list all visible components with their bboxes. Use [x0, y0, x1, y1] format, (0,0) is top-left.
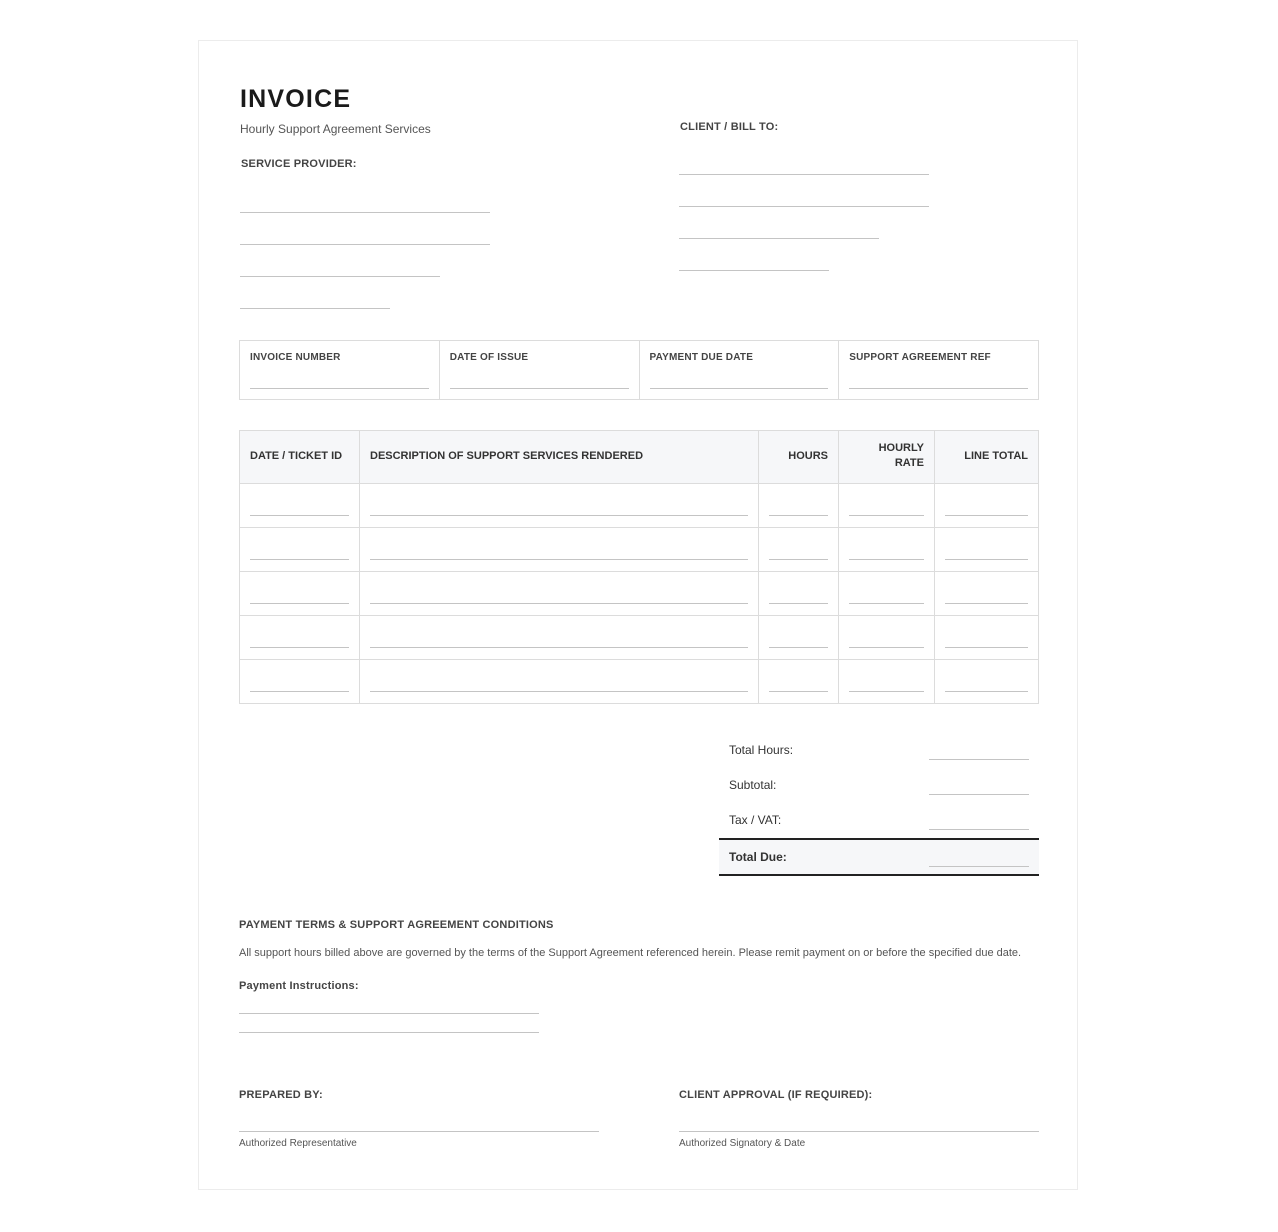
rate-field[interactable] — [849, 647, 924, 648]
line-total-cell — [935, 660, 1038, 703]
support-agreement-ref-field[interactable] — [849, 388, 1028, 389]
subtotal-field[interactable] — [929, 794, 1029, 795]
date-cell — [240, 484, 360, 527]
hours-field[interactable] — [769, 559, 828, 560]
total-due-label: Total Due: — [729, 850, 787, 864]
header-date-cell — [240, 431, 360, 483]
line-total-field[interactable] — [945, 691, 1028, 692]
line-total-cell — [935, 528, 1038, 571]
table-row — [240, 571, 1038, 615]
description-cell — [360, 484, 759, 527]
hours-cell — [759, 572, 839, 615]
header-description-cell — [360, 431, 759, 483]
subtotal-label: Subtotal: — [729, 778, 777, 792]
rate-cell — [839, 616, 935, 659]
invoice-number-label: INVOICE NUMBER — [250, 352, 341, 363]
table-header-row — [240, 431, 1038, 483]
invoice-page — [198, 40, 1078, 1190]
description-cell — [360, 572, 759, 615]
header-rate-line-1: HOURLY — [878, 442, 924, 454]
payment-instructions-label: Payment Instructions: — [239, 980, 359, 992]
rate-field[interactable] — [849, 603, 924, 604]
hours-cell — [759, 484, 839, 527]
description-cell — [360, 616, 759, 659]
total-hours-label: Total Hours: — [729, 743, 794, 757]
line-total-field[interactable] — [945, 515, 1028, 516]
hours-cell — [759, 528, 839, 571]
description-field[interactable] — [370, 515, 748, 516]
invoice-meta-box — [239, 340, 1039, 400]
rate-cell — [839, 572, 935, 615]
date-of-issue-label: DATE OF ISSUE — [449, 352, 529, 363]
date-of-issue-cell — [440, 341, 640, 399]
line-total-field[interactable] — [945, 559, 1028, 560]
table-row — [240, 659, 1038, 703]
tax-vat-label: Tax / VAT: — [729, 813, 782, 827]
client-bill-to-label: CLIENT / BILL TO: — [680, 121, 779, 133]
date-cell — [240, 660, 360, 703]
support-agreement-ref-label: SUPPORT AGREEMENT REF — [849, 352, 991, 363]
invoice-number-cell — [240, 341, 440, 399]
date-ticket-field[interactable] — [250, 515, 349, 516]
header-hours-cell — [759, 431, 839, 483]
hours-field[interactable] — [769, 515, 828, 516]
provider-line-2[interactable] — [240, 244, 490, 245]
line-total-cell — [935, 572, 1038, 615]
services-table — [239, 430, 1039, 704]
description-field[interactable] — [370, 647, 748, 648]
payment-instructions-line-2[interactable] — [239, 1032, 539, 1033]
client-line-4[interactable] — [679, 270, 829, 271]
line-total-cell — [935, 616, 1038, 659]
provider-line-4[interactable] — [240, 308, 390, 309]
total-due-field[interactable] — [929, 866, 1029, 867]
date-cell — [240, 616, 360, 659]
total-due-box — [719, 838, 1039, 876]
rate-field[interactable] — [849, 515, 924, 516]
date-of-issue-field[interactable] — [450, 388, 629, 389]
header-rate-line-2: RATE — [894, 457, 924, 469]
prepared-by-label: PREPARED BY: — [239, 1089, 323, 1101]
header-rate — [879, 441, 924, 471]
header-description: DESCRIPTION OF SUPPORT SERVICES RENDERED — [370, 450, 644, 462]
client-approval-signature-line[interactable] — [679, 1131, 1039, 1132]
date-ticket-field[interactable] — [250, 647, 349, 648]
header-line-total-cell — [935, 431, 1038, 483]
hours-cell — [759, 616, 839, 659]
client-approval-label: CLIENT APPROVAL (IF REQUIRED): — [679, 1089, 873, 1101]
rate-field[interactable] — [849, 559, 924, 560]
line-total-field[interactable] — [945, 647, 1028, 648]
provider-line-3[interactable] — [240, 276, 440, 277]
rate-cell — [839, 528, 935, 571]
header-date-ticket: DATE / TICKET ID — [250, 450, 343, 462]
service-provider-label: SERVICE PROVIDER: — [241, 158, 357, 170]
total-hours-field[interactable] — [929, 759, 1029, 760]
description-field[interactable] — [370, 559, 748, 560]
description-field[interactable] — [370, 603, 748, 604]
hours-field[interactable] — [769, 647, 828, 648]
prepared-by-signature-line[interactable] — [239, 1131, 599, 1132]
invoice-title: INVOICE — [240, 85, 352, 113]
invoice-number-field[interactable] — [250, 388, 429, 389]
description-cell — [360, 528, 759, 571]
payment-terms-text: All support hours billed above are governed by the terms of the Support Agreement referenced herein. Please remit payment on or before the specified due date. — [239, 947, 1022, 959]
table-row — [240, 483, 1038, 527]
rate-cell — [839, 660, 935, 703]
payment-due-date-cell — [640, 341, 840, 399]
header-rate-cell — [839, 431, 935, 483]
line-total-field[interactable] — [945, 603, 1028, 604]
date-ticket-field[interactable] — [250, 691, 349, 692]
line-total-cell — [935, 484, 1038, 527]
rate-field[interactable] — [849, 691, 924, 692]
payment-due-date-label: PAYMENT DUE DATE — [649, 352, 754, 363]
rate-cell — [839, 484, 935, 527]
date-cell — [240, 572, 360, 615]
description-field[interactable] — [370, 691, 748, 692]
date-cell — [240, 528, 360, 571]
provider-line-1[interactable] — [240, 212, 490, 213]
date-ticket-field[interactable] — [250, 559, 349, 560]
hours-field[interactable] — [769, 691, 828, 692]
description-cell — [360, 660, 759, 703]
header-hours: HOURS — [788, 450, 828, 462]
date-ticket-field[interactable] — [250, 603, 349, 604]
client-approval-caption: Authorized Signatory & Date — [679, 1138, 806, 1149]
table-row — [240, 527, 1038, 571]
invoice-subtitle: Hourly Support Agreement Services — [240, 122, 431, 136]
client-line-3[interactable] — [679, 238, 879, 239]
prepared-by-caption: Authorized Representative — [239, 1138, 357, 1149]
client-line-2[interactable] — [679, 206, 929, 207]
client-line-1[interactable] — [679, 174, 929, 175]
payment-instructions-line-1[interactable] — [239, 1013, 539, 1014]
header-line-total: LINE TOTAL — [964, 450, 1028, 462]
hours-field[interactable] — [769, 603, 828, 604]
hours-cell — [759, 660, 839, 703]
tax-vat-field[interactable] — [929, 829, 1029, 830]
support-agreement-ref-cell — [839, 341, 1038, 399]
payment-due-date-field[interactable] — [650, 388, 829, 389]
table-row — [240, 615, 1038, 659]
payment-terms-heading: PAYMENT TERMS & SUPPORT AGREEMENT CONDITIONS — [239, 919, 554, 931]
